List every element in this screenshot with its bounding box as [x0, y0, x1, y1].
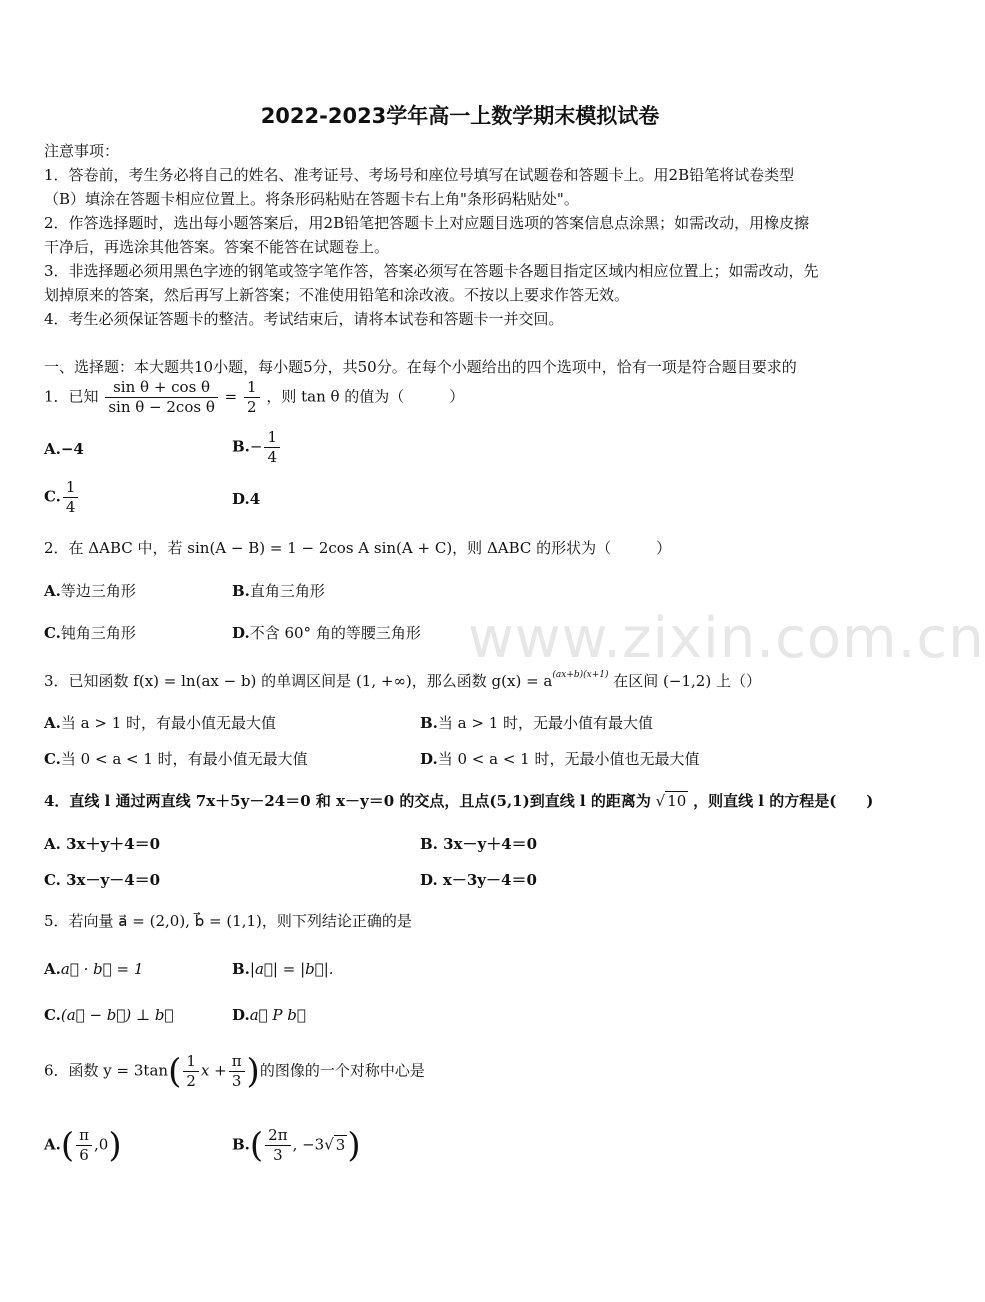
watermark: www.zixin.com.cn [468, 606, 985, 671]
q1-option-b-num: 1 [264, 428, 280, 448]
q1-option-c-label: C. [44, 487, 61, 506]
question-2: 2．在 ΔABC 中，若 sin(A − B) = 1 − 2cos A sin(A + C)，则 ΔABC 的形状为（ ） [44, 539, 672, 557]
q6-option-b-sqrt-sign: √ [324, 1135, 334, 1154]
q4-sqrt-value: 10 [667, 792, 687, 810]
q6-inner-num: 1 [183, 1052, 199, 1072]
q6-option-a-den: 6 [79, 1146, 89, 1164]
q1-option-c-den: 4 [65, 498, 76, 516]
q6-inner-fraction [183, 1052, 199, 1091]
q6-text-b: 的图像的一个对称中心是 [259, 1061, 425, 1080]
q3-option-a [44, 712, 276, 733]
q6-option-a-open: ( [60, 1125, 75, 1166]
q6-option-b-close: ) [347, 1125, 361, 1166]
q3-text-b: 在区间 (−1,2) 上（） [608, 672, 761, 690]
q6-pi-den: 3 [231, 1072, 242, 1090]
q6-option-b-num: 2π [265, 1126, 290, 1146]
note-line-4: 干净后，再选涂其他答案。答案不能答在试题卷上。 [44, 238, 390, 256]
q1-option-c-num: 1 [63, 478, 79, 498]
q1-main-fraction [105, 378, 218, 417]
q6-inner-mid: x + [200, 1061, 227, 1080]
q2-option-c-label: C. [44, 624, 61, 642]
q6-option-a-num: π [76, 1126, 92, 1146]
q5-option-a [44, 960, 143, 978]
q2-option-b-label: B. [232, 582, 250, 600]
q2-option-a [44, 580, 136, 601]
note-line-3: 2．作答选择题时，选出每小题答案后，用2B铅笔把答题卡上对应题目选项的答案信息点涂黑；如需改动，用橡皮擦 [44, 214, 810, 232]
q2-option-d-text: 不含 60° 角的等腰三角形 [249, 624, 421, 642]
notes-heading: 注意事项： [44, 142, 120, 160]
q2-option-c-text: 钝角三角形 [60, 624, 136, 642]
q6-text-a: 6．函数 y = 3tan [44, 1061, 169, 1080]
q4-option-b: B. 3x－y＋4＝0 [420, 835, 538, 853]
q1-option-b-fraction [264, 428, 280, 467]
q1-prefix: 1．已知 [44, 387, 99, 406]
q6-pi-fraction [229, 1052, 245, 1091]
q2-option-a-text: 等边三角形 [60, 582, 136, 600]
q1-numerator: sin θ + cos θ [105, 378, 218, 398]
q2-option-d-label: D. [232, 624, 250, 642]
question-5: 5．若向量 a⃗ = (2,0), b⃗ = (1,1)，则下列结论正确的是 [44, 912, 412, 930]
q1-option-c [44, 478, 80, 517]
q1-denominator: sin θ − 2cos θ [108, 398, 215, 416]
q1-half-num: 1 [244, 378, 260, 398]
q6-option-a-label: A. [44, 1135, 61, 1154]
q3-exponent: (ax+b)(x+1) [552, 670, 609, 680]
q6-option-a-fraction [76, 1126, 92, 1165]
q5-option-d-text: a⃗ P b⃗ [249, 1006, 306, 1024]
q5-option-c [44, 1006, 174, 1024]
note-line-1: 1．答卷前，考生务必将自己的姓名、准考证号、考场号和座位号填写在试题卷和答题卡上。用2B铅笔将试卷类型 [44, 166, 795, 184]
note-line-7: 4．考生必须保证答题卡的整洁。考试结束后，请将本试卷和答题卡一并交回。 [44, 310, 564, 328]
q1-option-a: A.−4 [44, 440, 84, 458]
q6-option-b-open: ( [249, 1125, 264, 1166]
q3-option-d-label: D. [420, 750, 438, 768]
section-heading: 一、选择题：本大题共10小题，每小题5分，共50分。在每个小题给出的四个选项中，恰有一项是符合题目要求的 [44, 358, 797, 376]
q2-option-b [232, 580, 325, 601]
q6-option-a-tail: ,0 [94, 1135, 109, 1154]
question-6 [44, 1052, 425, 1091]
q5-option-b-text: |a⃗| = |b⃗|. [249, 960, 334, 978]
q4-sqrt-sign: √ [655, 792, 666, 810]
q6-option-b-sqrt: 3 [335, 1135, 346, 1154]
q1-half-den: 2 [247, 398, 257, 416]
note-line-6: 划掉原来的答案，然后再写上新答案；不准使用铅笔和涂改液。不按以上要求作答无效。 [44, 286, 630, 304]
q2-option-d [232, 622, 421, 643]
q5-option-a-text: a⃗ · b⃗ = 1 [60, 960, 144, 978]
q4-text-a: 4．直线 l 通过两直线 7x＋5y－24＝0 和 x－y＝0 的交点，且点(5,1)到直线 l 的距离为 [44, 792, 651, 810]
q6-option-b-fraction [265, 1126, 290, 1165]
question-1 [44, 378, 464, 417]
q1-option-b-den: 4 [267, 448, 278, 466]
q6-close-paren: ) [246, 1051, 260, 1092]
q3-option-b-label: B. [420, 714, 438, 732]
q3-option-d [420, 748, 699, 769]
question-4 [44, 790, 873, 811]
q1-option-b [232, 428, 282, 467]
q3-option-c [44, 748, 308, 769]
q3-option-b [420, 712, 653, 733]
q1-option-b-label: B. [232, 437, 250, 456]
q6-option-b-label: B. [232, 1135, 250, 1154]
q6-open-paren: ( [168, 1051, 182, 1092]
q5-option-c-text: (a⃗ − b⃗) ⊥ b⃗ [60, 1006, 174, 1024]
question-3 [44, 670, 761, 691]
q6-inner-den: 2 [186, 1072, 196, 1090]
q4-text-b: ，则直线 l 的方程是( ) [693, 792, 874, 810]
q5-option-a-label: A. [44, 960, 61, 978]
q2-option-a-label: A. [44, 582, 61, 600]
q3-option-b-text: 当 a > 1 时，无最小值有最大值 [437, 714, 654, 732]
q4-option-a: A. 3x＋y＋4＝0 [44, 835, 161, 853]
q2-option-b-text: 直角三角形 [249, 582, 325, 600]
q6-option-b [232, 1126, 361, 1165]
note-line-2: （B）填涂在答题卡相应位置上。将条形码粘贴在答题卡右上角"条形码粘贴处"。 [44, 190, 579, 208]
page-title: 2022-2023学年高一上数学期末模拟试卷 [260, 104, 660, 128]
q2-option-c [44, 622, 136, 643]
q1-option-b-sign: − [249, 437, 263, 456]
q1-suffix: ，则 tan θ 的值为（ ） [266, 387, 465, 406]
q4-option-d: D. x－3y－4＝0 [420, 871, 537, 889]
q3-option-c-text: 当 0 < a < 1 时，有最小值无最大值 [60, 750, 308, 768]
q5-option-d [232, 1006, 306, 1024]
q1-half [244, 378, 260, 417]
q5-option-b [232, 960, 334, 978]
q1-equals: = [224, 387, 238, 406]
q6-pi-num: π [229, 1052, 245, 1072]
q5-option-b-label: B. [232, 960, 250, 978]
q3-option-a-label: A. [44, 714, 61, 732]
q3-option-c-label: C. [44, 750, 61, 768]
q1-option-d: D.4 [232, 490, 261, 508]
q5-option-d-label: D. [232, 1006, 250, 1024]
q3-text-a: 3．已知函数 f(x) = ln(ax − b) 的单调区间是 (1, +∞)，那么函数 g(x) = a [44, 672, 553, 690]
q6-option-b-den: 3 [273, 1146, 283, 1164]
q6-option-a [44, 1126, 122, 1165]
q4-option-c: C. 3x－y－4＝0 [44, 871, 161, 889]
q3-option-d-text: 当 0 < a < 1 时，无最小值也无最大值 [437, 750, 700, 768]
q1-option-c-fraction [63, 478, 79, 517]
q6-option-b-tail: , −3 [292, 1135, 325, 1154]
q5-option-c-label: C. [44, 1006, 61, 1024]
q3-option-a-text: 当 a > 1 时，有最小值无最大值 [60, 714, 277, 732]
q6-option-a-close: ) [108, 1125, 122, 1166]
note-line-5: 3．非选择题必须用黑色字迹的钢笔或签字笔作答，答案必须写在答题卡各题目指定区域内相应位置上；如需改动，先 [44, 262, 819, 280]
